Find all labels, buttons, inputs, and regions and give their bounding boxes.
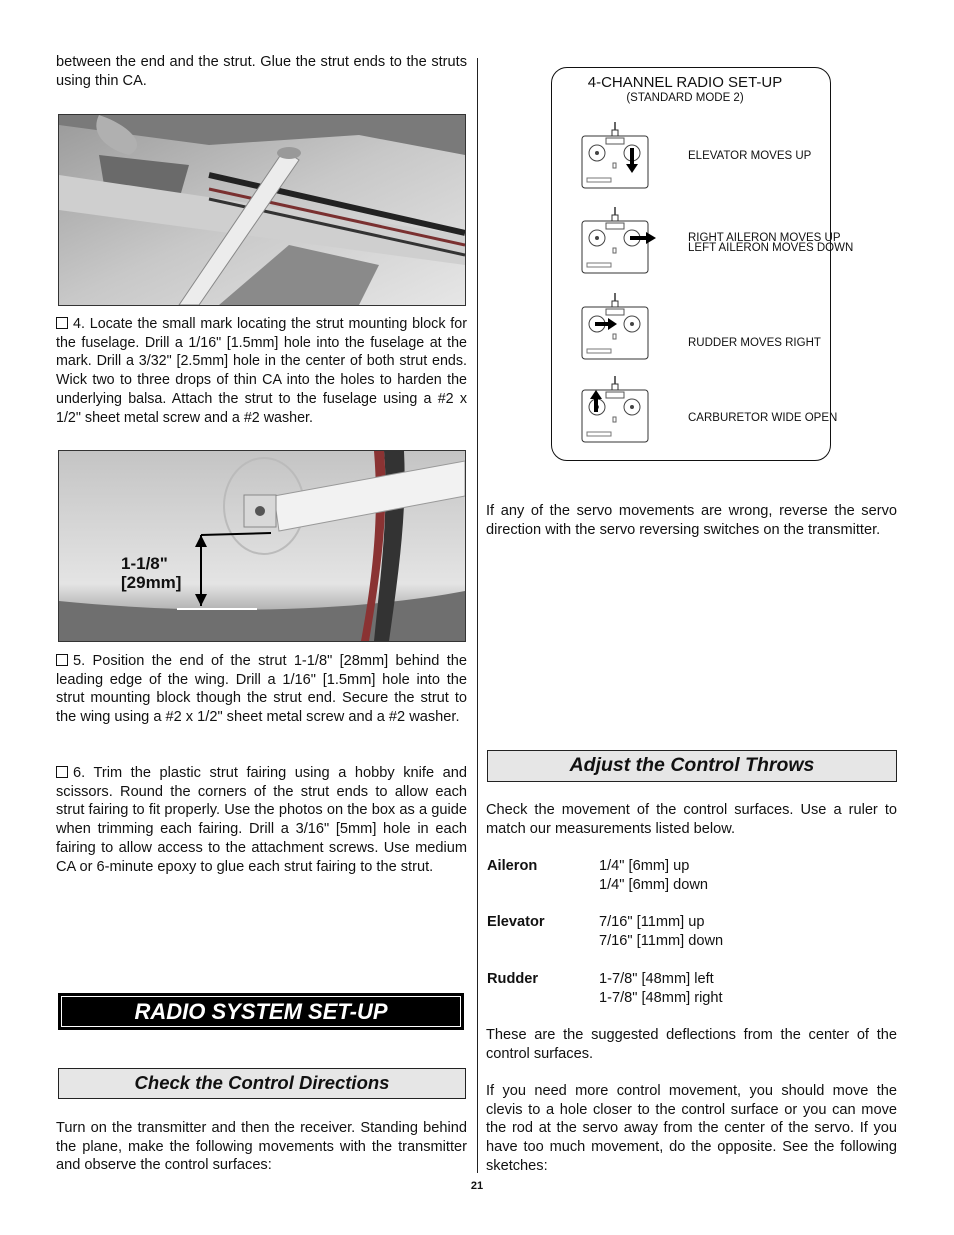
elevator-label: ELEVATOR MOVES UP	[688, 150, 812, 162]
adjust-throws-heading: Adjust the Control Throws	[487, 750, 897, 782]
measurement-label-inch: 1-1/8"	[121, 554, 168, 573]
diagram-title: 4-CHANNEL RADIO SET-UP	[587, 74, 783, 91]
throw-value-2: 1/4" [6mm] down	[599, 876, 709, 893]
aileron-label-2: LEFT AILERON MOVES DOWN	[688, 242, 854, 254]
step-4-paragraph	[56, 315, 467, 427]
step-5-text: 5. Position the end of the strut 1-1/8" [28mm] behind the leading edge of the wing. Drill a 1/16" [1.5mm] hole into the strut mounting block though the strut end. Secure the strut to the wing using a #2 x 1/2" sheet metal screw and a #2 washer.	[56, 653, 467, 726]
page-number: 21	[470, 1180, 484, 1192]
section-banner	[58, 993, 464, 1030]
checkbox-step-6[interactable]	[56, 766, 68, 778]
transmitter-icon	[580, 120, 650, 190]
check-movement-paragraph: Check the movement of the control surfaces. Use a ruler to match our measurements listed below.	[486, 802, 897, 837]
diagram-subtitle: (STANDARD MODE 2)	[626, 92, 744, 104]
throw-value-1: 1-7/8" [48mm] left	[599, 971, 714, 987]
step-6-paragraph	[56, 764, 467, 876]
transmitter-icon	[580, 374, 650, 444]
carburetor-label: CARBURETOR WIDE OPEN	[688, 412, 838, 424]
throw-name: Elevator	[487, 914, 545, 930]
diagram-row-elevator	[580, 120, 840, 190]
throw-name: Aileron	[487, 858, 538, 874]
check-directions-heading: Check the Control Directions	[58, 1068, 466, 1099]
suggested-paragraph: These are the suggested deflections from the center of the control surfaces.	[486, 1027, 897, 1062]
diagram-row-throttle	[580, 374, 840, 444]
turn-on-paragraph: Turn on the transmitter and then the receiver. Standing behind the plane, make the following movements with the transmitter and observe the control surfaces:	[56, 1120, 467, 1174]
checkbox-step-4[interactable]	[56, 317, 68, 329]
measurement-label-mm: [29mm]	[121, 573, 182, 592]
column-divider	[477, 58, 478, 1173]
throw-value-2: 1-7/8" [48mm] right	[599, 989, 723, 1006]
checkbox-step-5[interactable]	[56, 654, 68, 666]
strut-measurement-photo	[58, 450, 466, 642]
reverse-paragraph: If any of the servo movements are wrong, reverse the servo direction with the servo reversing switches on the transmitter.	[486, 503, 897, 538]
step-6-text: 6. Trim the plastic strut fairing using a hobby knife and scissors. Round the corners of the strut ends to allow each strut fairing to fit properly. Use the photos on the box as a guide when trimming each fairing. Drill a 3/16" [5mm] hole in each fairing to allow access to the attachment screws. Use medium CA or 6-minute epoxy to glue each strut fairing to the strut.	[56, 765, 467, 875]
aileron-label-1: RIGHT AILERON MOVES UP	[688, 232, 841, 244]
throw-value-2: 7/16" [11mm] down	[599, 932, 724, 949]
intro-paragraph: between the end and the strut. Glue the strut ends to the struts using thin CA.	[56, 54, 467, 89]
more-movement-paragraph: If you need more control movement, you should move the clevis to a hole closer to the control surface or you can move the rod at the servo away from the center of the servo. If you have too much movement, do the opposite. See the following sketches:	[486, 1083, 897, 1174]
section-title: RADIO SYSTEM SET-UP	[61, 996, 461, 1027]
step-5-paragraph	[56, 652, 467, 727]
throw-value-1: 7/16" [11mm] up	[599, 914, 705, 930]
step-4-text: 4. Locate the small mark locating the strut mounting block for the fuselage. Drill a 1/16" [1.5mm] hole into the fuselage at the mark. Drill a 3/32" [2.5mm] hole in the center of both strut ends. Wick two to three drops of thin CA into the holes to harden the underlying balsa. Attach the strut to the fuselage using a #2 x 1/2" sheet metal screw and a #2 washer.	[56, 316, 467, 426]
transmitter-icon	[580, 205, 660, 275]
diagram-row-rudder	[580, 291, 840, 361]
rudder-label: RUDDER MOVES RIGHT	[688, 337, 821, 349]
throw-value-1: 1/4" [6mm] up	[599, 858, 690, 874]
diagram-row-aileron	[580, 205, 854, 275]
radio-setup-diagram	[551, 67, 854, 461]
measurement-label	[121, 554, 181, 592]
throw-name: Rudder	[487, 971, 539, 987]
strut-glue-photo	[58, 114, 466, 306]
transmitter-icon	[580, 291, 650, 361]
